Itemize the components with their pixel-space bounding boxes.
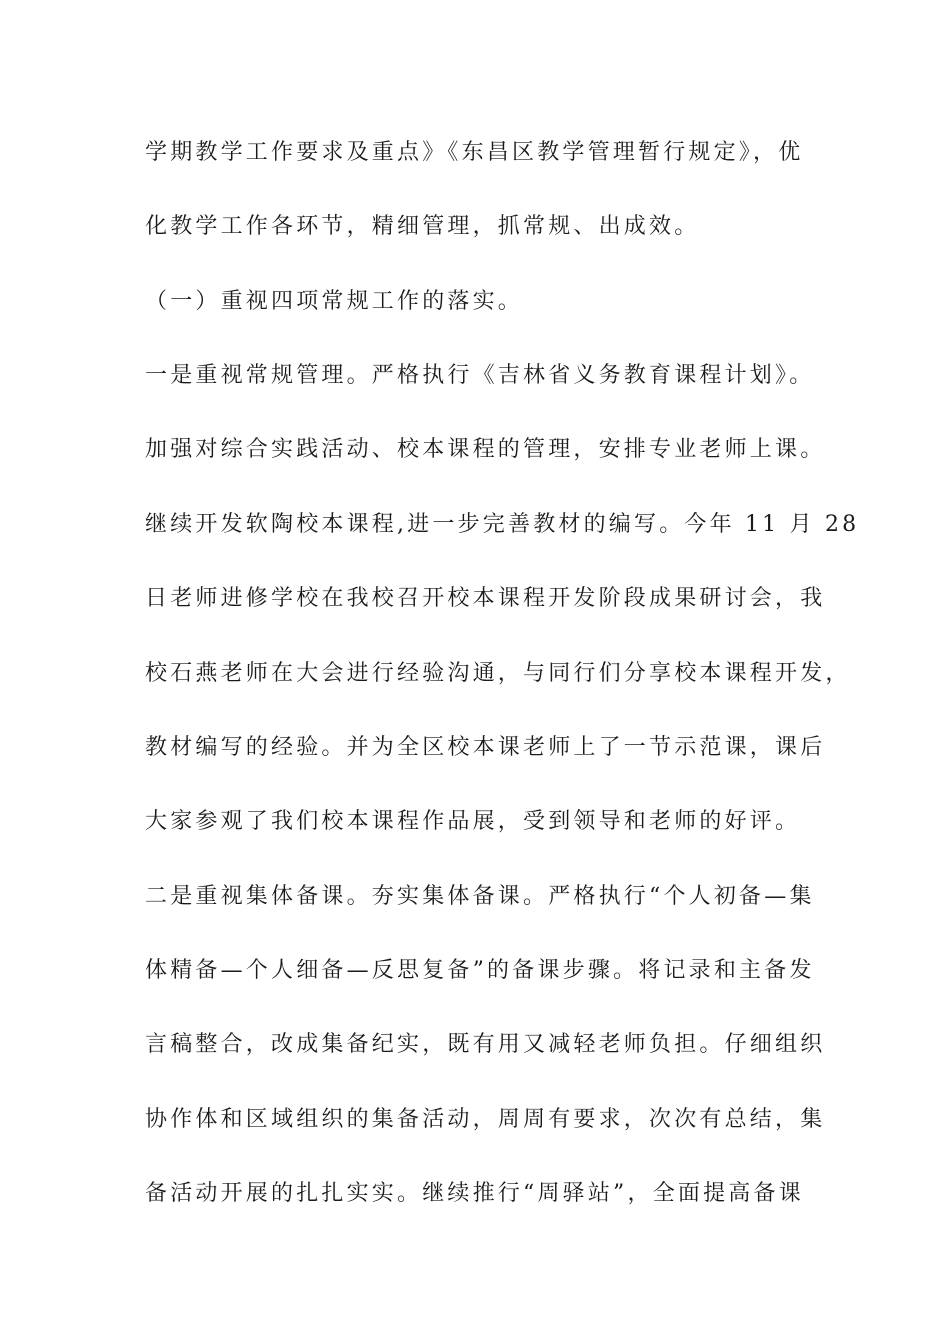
text-line: 言稿整合，改成集备纪实，既有用又减轻老师负担。仔细组织 (145, 1032, 826, 1057)
text-line: 一是重视常规管理。严格执行《吉林省义务教育课程计划》。 (145, 363, 815, 388)
text-line: 备活动开展的扎扎实实。继续推行“周驿站”，全面提高备课 (145, 1181, 804, 1206)
text-line: 协作体和区域组织的集备活动，周周有要求，次次有总结，集 (145, 1107, 826, 1132)
text-line: 加强对综合实践活动、校本课程的管理，安排专业老师上课。 (145, 437, 826, 462)
text-line: 体精备—个人细备—反思复备”的备课步骤。将记录和主备发 (145, 958, 815, 983)
section-heading: （一）重视四项常规工作的落实。 (145, 289, 524, 314)
text-line: 教材编写的经验。并为全区校本课老师上了一节示范课，课后 (145, 735, 826, 760)
text-line: 大家参观了我们校本课程作品展，受到领导和老师的好评。 (145, 809, 801, 834)
text-line: 日老师进修学校在我校召开校本课程开发阶段成果研讨会，我 (145, 586, 826, 611)
text-line: 学期教学工作要求及重点》《东昌区教学管理暂行规定》，优 (145, 140, 804, 165)
text-line: 校石燕老师在大会进行经验沟通，与同行们分享校本课程开发， (145, 661, 851, 686)
text-line: 二是重视集体备课。夯实集体备课。严格执行“个人初备—集 (145, 884, 815, 909)
text-line: 继续开发软陶校本课程,进一步完善教材的编写。今年 11 月 28 (145, 512, 860, 537)
text-line: 化教学工作各环节，精细管理，抓常规、出成效。 (145, 214, 700, 239)
